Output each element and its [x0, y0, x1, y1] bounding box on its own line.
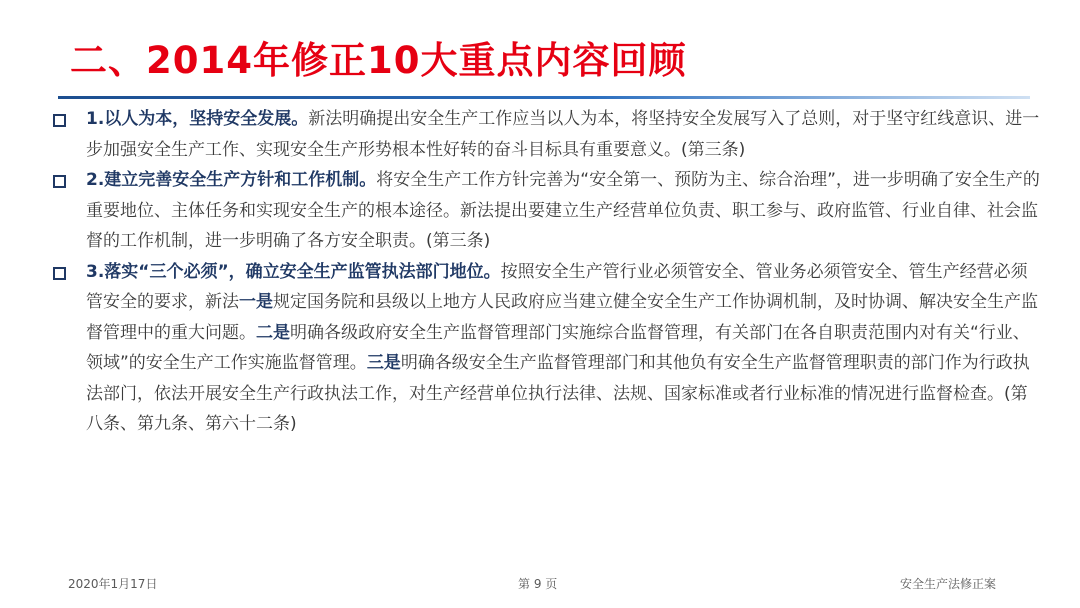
bullet-heading: 1.以人为本，坚持安全发展。	[86, 109, 309, 129]
bullet-list	[50, 104, 1040, 440]
footer-page-number: 第 9 页	[518, 577, 558, 591]
bullet-heading: 3.落实“三个必须”，确立安全生产监管执法部门地位。	[86, 261, 501, 282]
bullet-text: 明确各级政府安全生产监督管理部门实施综合监督管理，有关部门在各自职责范围内对有关“行业、领域”的安全生产工作实施监督管理。	[86, 322, 1030, 373]
footer-date: 2020年1月17日	[68, 577, 158, 591]
bullet-item-1	[50, 104, 1040, 165]
square-bullet-icon	[53, 267, 66, 280]
bullet-text: 新法明确提出安全生产工作应当以人为本，将坚持安全发展写入了总则，对于坚守红线意识、进一步加强安全生产工作、实现安全生产形势根本性好转的奋斗目标具有重要意义。(第三条)	[86, 109, 1040, 160]
bullet-item-2	[50, 165, 1040, 257]
bullet-text: 按照安全生产管行业必须管安全、管业务必须管安全、管生产经营必须管安全的要求，新法	[86, 261, 1028, 312]
emphasis-text: 三是	[366, 353, 401, 373]
bullet-heading: 2.建立完善安全生产方针和工作机制。	[86, 170, 377, 190]
bullet-text: 明确各级安全生产监督管理部门和其他负有安全生产监督管理职责的部门作为行政执法部门，依法开展安全生产行政执法工作，对生产经营单位执行法律、法规、国家标准或者行业标准的情况进行监督检查。(第八条、第九条、第六十二条)	[86, 353, 1030, 434]
bullet-text: 规定国务院和县级以上地方人民政府应当建立健全安全生产工作协调机制，及时协调、解决安全生产监督管理中的重大问题。	[86, 292, 1038, 343]
emphasis-text: 二是	[256, 322, 290, 343]
footer-document-title: 安全生产法修正案	[900, 577, 997, 591]
bullet-text: 将安全生产工作方针完善为“安全第一、预防为主、综合治理”，进一步明确了安全生产的重要地位、主体任务和实现安全生产的根本途径。新法提出要建立生产经营单位负责、职工参与、政府监管、行业自律、社会监督的工作机制，进一步明确了各方安全职责。(第三条)	[86, 170, 1040, 251]
bullet-item-3	[50, 257, 1040, 440]
title-divider	[58, 96, 1030, 99]
emphasis-text: 一是	[239, 292, 273, 312]
square-bullet-icon	[53, 114, 66, 127]
slide-title: 二、2014年修正10大重点内容回顾	[70, 39, 687, 82]
square-bullet-icon	[53, 175, 66, 188]
